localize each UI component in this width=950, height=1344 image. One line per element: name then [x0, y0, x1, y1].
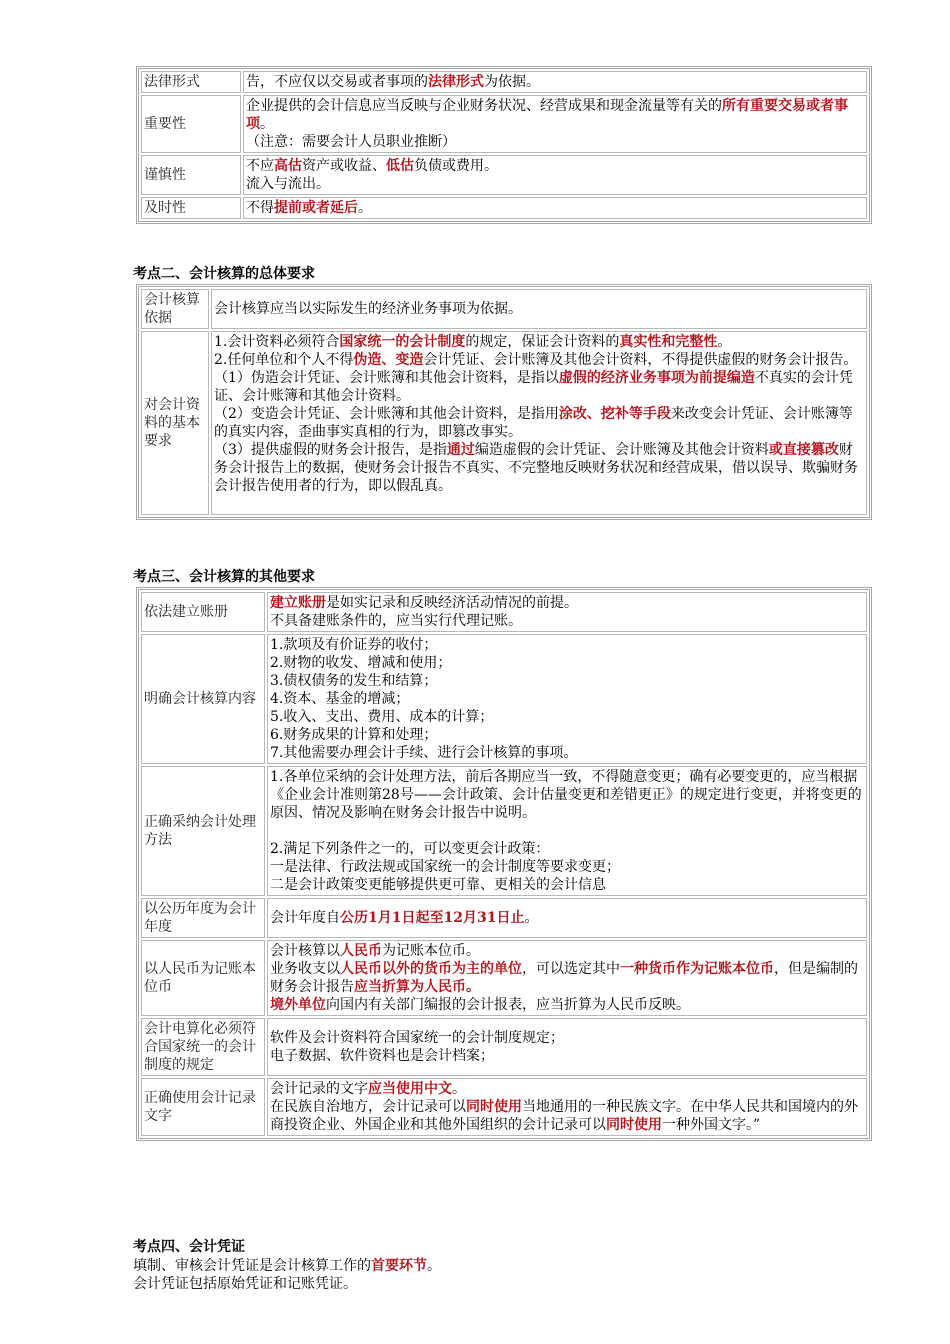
content-line [270, 768, 864, 822]
other-requirements-table-body [141, 592, 867, 1136]
principle-row-content [243, 197, 867, 219]
content-line [270, 690, 864, 708]
body-text: 一种外国文字。” [662, 1117, 761, 1133]
content-line [270, 612, 864, 630]
principle-row-label: 法律形式 [141, 71, 241, 93]
content-line [270, 1098, 864, 1134]
emphasis-text: 伪造、变造 [353, 352, 424, 368]
body-text: 不真实的会计凭证、会计账簿和其他会计资料。 [214, 370, 853, 404]
emphasis-text: 同时使用 [466, 1099, 522, 1115]
body-text: 流入与流出。 [246, 176, 330, 192]
emphasis-text: 通过 [446, 442, 475, 458]
content-line [214, 495, 864, 513]
emphasis-text: 应当使用中文 [368, 1081, 452, 1097]
principle-row-label: 谨慎性 [141, 155, 241, 195]
body-text: 会计凭证包括原始凭证和记账凭证。 [133, 1276, 357, 1292]
body-text: 软件及会计资料符合国家统一的会计制度规定； [270, 1030, 564, 1046]
content-line [214, 405, 864, 441]
body-text: 二是会计政策变更能够提供更可靠、更相关的会计信息 [270, 877, 606, 893]
content-line [270, 726, 864, 744]
body-text: 7.其他需要办理会计手续、进行会计核算的事项。 [270, 745, 578, 761]
emphasis-text: 高估 [274, 158, 302, 174]
body-text: 。 [427, 1258, 441, 1274]
content-line [270, 858, 864, 876]
other-requirements-table [136, 587, 872, 1141]
emphasis-text: 建立账册 [270, 595, 326, 611]
body-text: 6.财务成果的计算和处理； [270, 727, 438, 743]
overall-requirement-row-content [211, 331, 867, 515]
principle-row-content [243, 95, 867, 153]
other-requirement-row-label: 正确使用会计记录文字 [141, 1078, 265, 1136]
emphasis-text: 公历1月1日起至12月31日止 [340, 910, 525, 926]
overall-requirement-row [141, 289, 867, 329]
content-line [270, 960, 864, 996]
body-text: 3.债权债务的发生和结算； [270, 673, 438, 689]
other-requirement-row [141, 940, 867, 1016]
body-text: 1.款项及有价证券的收付； [270, 637, 438, 653]
content-line [270, 909, 864, 927]
content-line [246, 175, 864, 193]
emphasis-text: 人民币 [340, 943, 382, 959]
principle-row [141, 95, 867, 153]
content-line [270, 822, 864, 840]
body-text: 会计核算应当以实际发生的经济业务事项为依据。 [214, 301, 522, 317]
emphasis-text: 提前或者延后 [274, 200, 358, 216]
emphasis-text: 虚假的经济业务事项为前提编造 [558, 370, 755, 386]
principle-row-label: 重要性 [141, 95, 241, 153]
body-text: 4.资本、基金的增减； [270, 691, 410, 707]
body-text: 1.各单位采纳的会计处理方法，前后各期应当一致，不得随意变更；确有必要变更的，应当根据《企业会计准则第28号——会计政策、会计估量变更和差错更正》的规定进行变更，并将变更的原因、情况及影响在财务会计报告中说明。 [270, 769, 862, 821]
other-requirement-row-label: 会计电算化必须符合国家统一的会计制度的规定 [141, 1018, 265, 1076]
emphasis-text: 境外单位 [270, 997, 326, 1013]
section-heading-2: 考点二、会计核算的总体要求 [133, 266, 315, 282]
principles-table-body [141, 71, 867, 219]
body-text: 2.财物的收发、增减和使用； [270, 655, 452, 671]
content-line [270, 1029, 864, 1047]
content-line [270, 672, 864, 690]
body-text: 为依据。 [484, 74, 540, 90]
content-line [214, 441, 864, 495]
other-requirement-row-label: 以人民币为记账本位币 [141, 940, 265, 1016]
body-text: 会计核算以 [270, 943, 340, 959]
body-text: 会计记录的文字 [270, 1081, 368, 1097]
body-text: 填制、审核会计凭证是会计核算工作的 [133, 1258, 371, 1274]
body-text: 资产或收益、 [302, 158, 386, 174]
body-text: 是如实记录和反映经济活动情况的前提。 [326, 595, 578, 611]
body-text: 。 [260, 116, 274, 132]
other-requirement-row [141, 634, 867, 764]
body-text: 当地通用的一种民族文字。在中华人民共和国境内的外商投资企业、外国企业和其他外国组织的会计记录可以 [270, 1099, 858, 1133]
body-text: 不具备建账条件的，应当实行代理记账。 [270, 613, 522, 629]
overall-requirement-row [141, 331, 867, 515]
other-requirement-row-label: 明确会计核算内容 [141, 634, 265, 764]
body-text: 来改变会计凭证、会计账簿等的真实内容，歪曲事实真相的行为，即篡改事实。 [214, 406, 853, 440]
other-requirement-row-content [267, 940, 867, 1016]
content-line [246, 97, 864, 133]
principle-row-label: 及时性 [141, 197, 241, 219]
content-line [270, 744, 864, 762]
paragraph-line [133, 1275, 873, 1293]
other-requirement-row-content [267, 898, 867, 938]
content-line [270, 942, 864, 960]
emphasis-text: 法律形式 [428, 74, 484, 90]
overall-requirements-table-body [141, 289, 867, 515]
content-line [270, 1080, 864, 1098]
content-line [270, 876, 864, 894]
body-text: 。 [717, 334, 732, 350]
emphasis-text: 国家统一的会计制度 [339, 334, 466, 350]
section-heading-3: 考点三、会计核算的其他要求 [133, 569, 315, 585]
emphasis-text: 同时使用 [606, 1117, 662, 1133]
body-text: 。 [358, 200, 372, 216]
content-line [214, 333, 864, 351]
body-text: 告，不应仅以交易或者事项的 [246, 74, 428, 90]
body-text: 财务会计报告上的数据，使财务会计报告不真实、不完整地反映财务状况和经营成果，借以误导、欺骗财务会计报告使用者的行为，即以假乱真。 [214, 442, 858, 494]
emphasis-text: 一种货币作为记账本位币 [620, 961, 774, 977]
emphasis-text: 或直接篡改 [768, 442, 839, 458]
body-text: 向国内有关部门编报的会计报表，应当折算为人民币反映。 [326, 997, 690, 1013]
content-line [270, 840, 864, 858]
section-4-paragraph [133, 1257, 873, 1293]
body-text: 5.收入、支出、费用、成本的计算； [270, 709, 494, 725]
body-text: 。 [452, 1081, 466, 1097]
body-text: ，可以选定其中 [522, 961, 620, 977]
principle-row [141, 155, 867, 195]
body-text: （1）伪造会计凭证、会计账簿和其他会计资料，是指以 [214, 370, 559, 386]
body-text: （3）提供虚假的财务会计报告，是指 [214, 442, 447, 458]
body-text: 电子数据、软件资料也是会计档案； [270, 1048, 494, 1064]
other-requirement-row [141, 898, 867, 938]
content-line [270, 996, 864, 1014]
body-text: 1.会计资料必须符合 [214, 334, 340, 350]
paragraph-line [133, 1257, 873, 1275]
principle-row-content [243, 155, 867, 195]
principles-table [136, 66, 872, 224]
emphasis-text: 首要环节 [371, 1258, 427, 1274]
body-text: 2.满足下列条件之一的，可以变更会计政策： [270, 841, 550, 857]
body-text: 的规定，保证会计资料的 [465, 334, 620, 350]
other-requirement-row-content [267, 1018, 867, 1076]
other-requirement-row-content [267, 1078, 867, 1136]
other-requirement-row [141, 766, 867, 896]
principle-row [141, 197, 867, 219]
overall-requirement-row-label: 对会计资料的基本要求 [141, 331, 209, 515]
body-text: 为记账本位币。 [382, 943, 480, 959]
body-text: 编造虚假的会计凭证、会计账簿及其他会计资料 [474, 442, 769, 458]
content-line [214, 369, 864, 405]
body-text: 不得 [246, 200, 274, 216]
body-text: ，但是编制的财务会计报告 [270, 961, 858, 995]
other-requirement-row [141, 1018, 867, 1076]
other-requirement-row [141, 1078, 867, 1136]
overall-requirements-table [136, 284, 872, 520]
content-line [270, 708, 864, 726]
section-heading-4: 考点四、会计凭证 [133, 1239, 245, 1255]
content-line [270, 594, 864, 612]
body-text: 会计凭证、会计账簿及其他会计资料，不得提供虚假的财务会计报告。 [423, 352, 858, 368]
content-line [246, 157, 864, 175]
content-line [270, 636, 864, 654]
content-line [270, 1047, 864, 1065]
other-requirement-row-content [267, 766, 867, 896]
body-text: 不应 [246, 158, 274, 174]
content-line [214, 351, 864, 369]
other-requirement-row-label: 以公历年度为会计年度 [141, 898, 265, 938]
body-text: 2.任何单位和个人不得 [214, 352, 354, 368]
overall-requirement-row-content [211, 289, 867, 329]
content-line [214, 300, 864, 318]
body-text: 会计年度自 [270, 910, 340, 926]
body-text: 一是法律、行政法规或国家统一的会计制度等要求变更； [270, 859, 620, 875]
other-requirement-row [141, 592, 867, 632]
emphasis-text: 涂改、挖补等手段 [558, 406, 671, 422]
body-text: 在民族自治地方，会计记录可以 [270, 1099, 466, 1115]
body-text: （注意：需要会计人员职业推断） [246, 134, 456, 150]
principle-row-content [243, 71, 867, 93]
body-text: 。 [524, 910, 539, 926]
content-line [246, 199, 864, 217]
emphasis-text: 人民币以外的货币为主的单位 [340, 961, 522, 977]
overall-requirement-row-label: 会计核算依据 [141, 289, 209, 329]
body-text: 业务收支以 [270, 961, 340, 977]
body-text: （2）变造会计凭证、会计账簿和其他会计资料，是指用 [214, 406, 559, 422]
emphasis-text: 所有重要交易或者事项 [246, 98, 848, 132]
content-line [246, 73, 864, 91]
other-requirement-row-label: 依法建立账册 [141, 592, 265, 632]
body-text: 负债或费用。 [414, 158, 498, 174]
other-requirement-row-content [267, 592, 867, 632]
emphasis-text: 应当折算为人民币。 [354, 979, 480, 995]
body-text: 企业提供的会计信息应当反映与企业财务状况、经营成果和现金流量等有关的 [246, 98, 722, 114]
other-requirement-row-content [267, 634, 867, 764]
content-line [246, 133, 864, 151]
emphasis-text: 低估 [386, 158, 414, 174]
emphasis-text: 真实性和完整性 [619, 334, 718, 350]
principle-row [141, 71, 867, 93]
content-line [270, 654, 864, 672]
other-requirement-row-label: 正确采纳会计处理方法 [141, 766, 265, 896]
